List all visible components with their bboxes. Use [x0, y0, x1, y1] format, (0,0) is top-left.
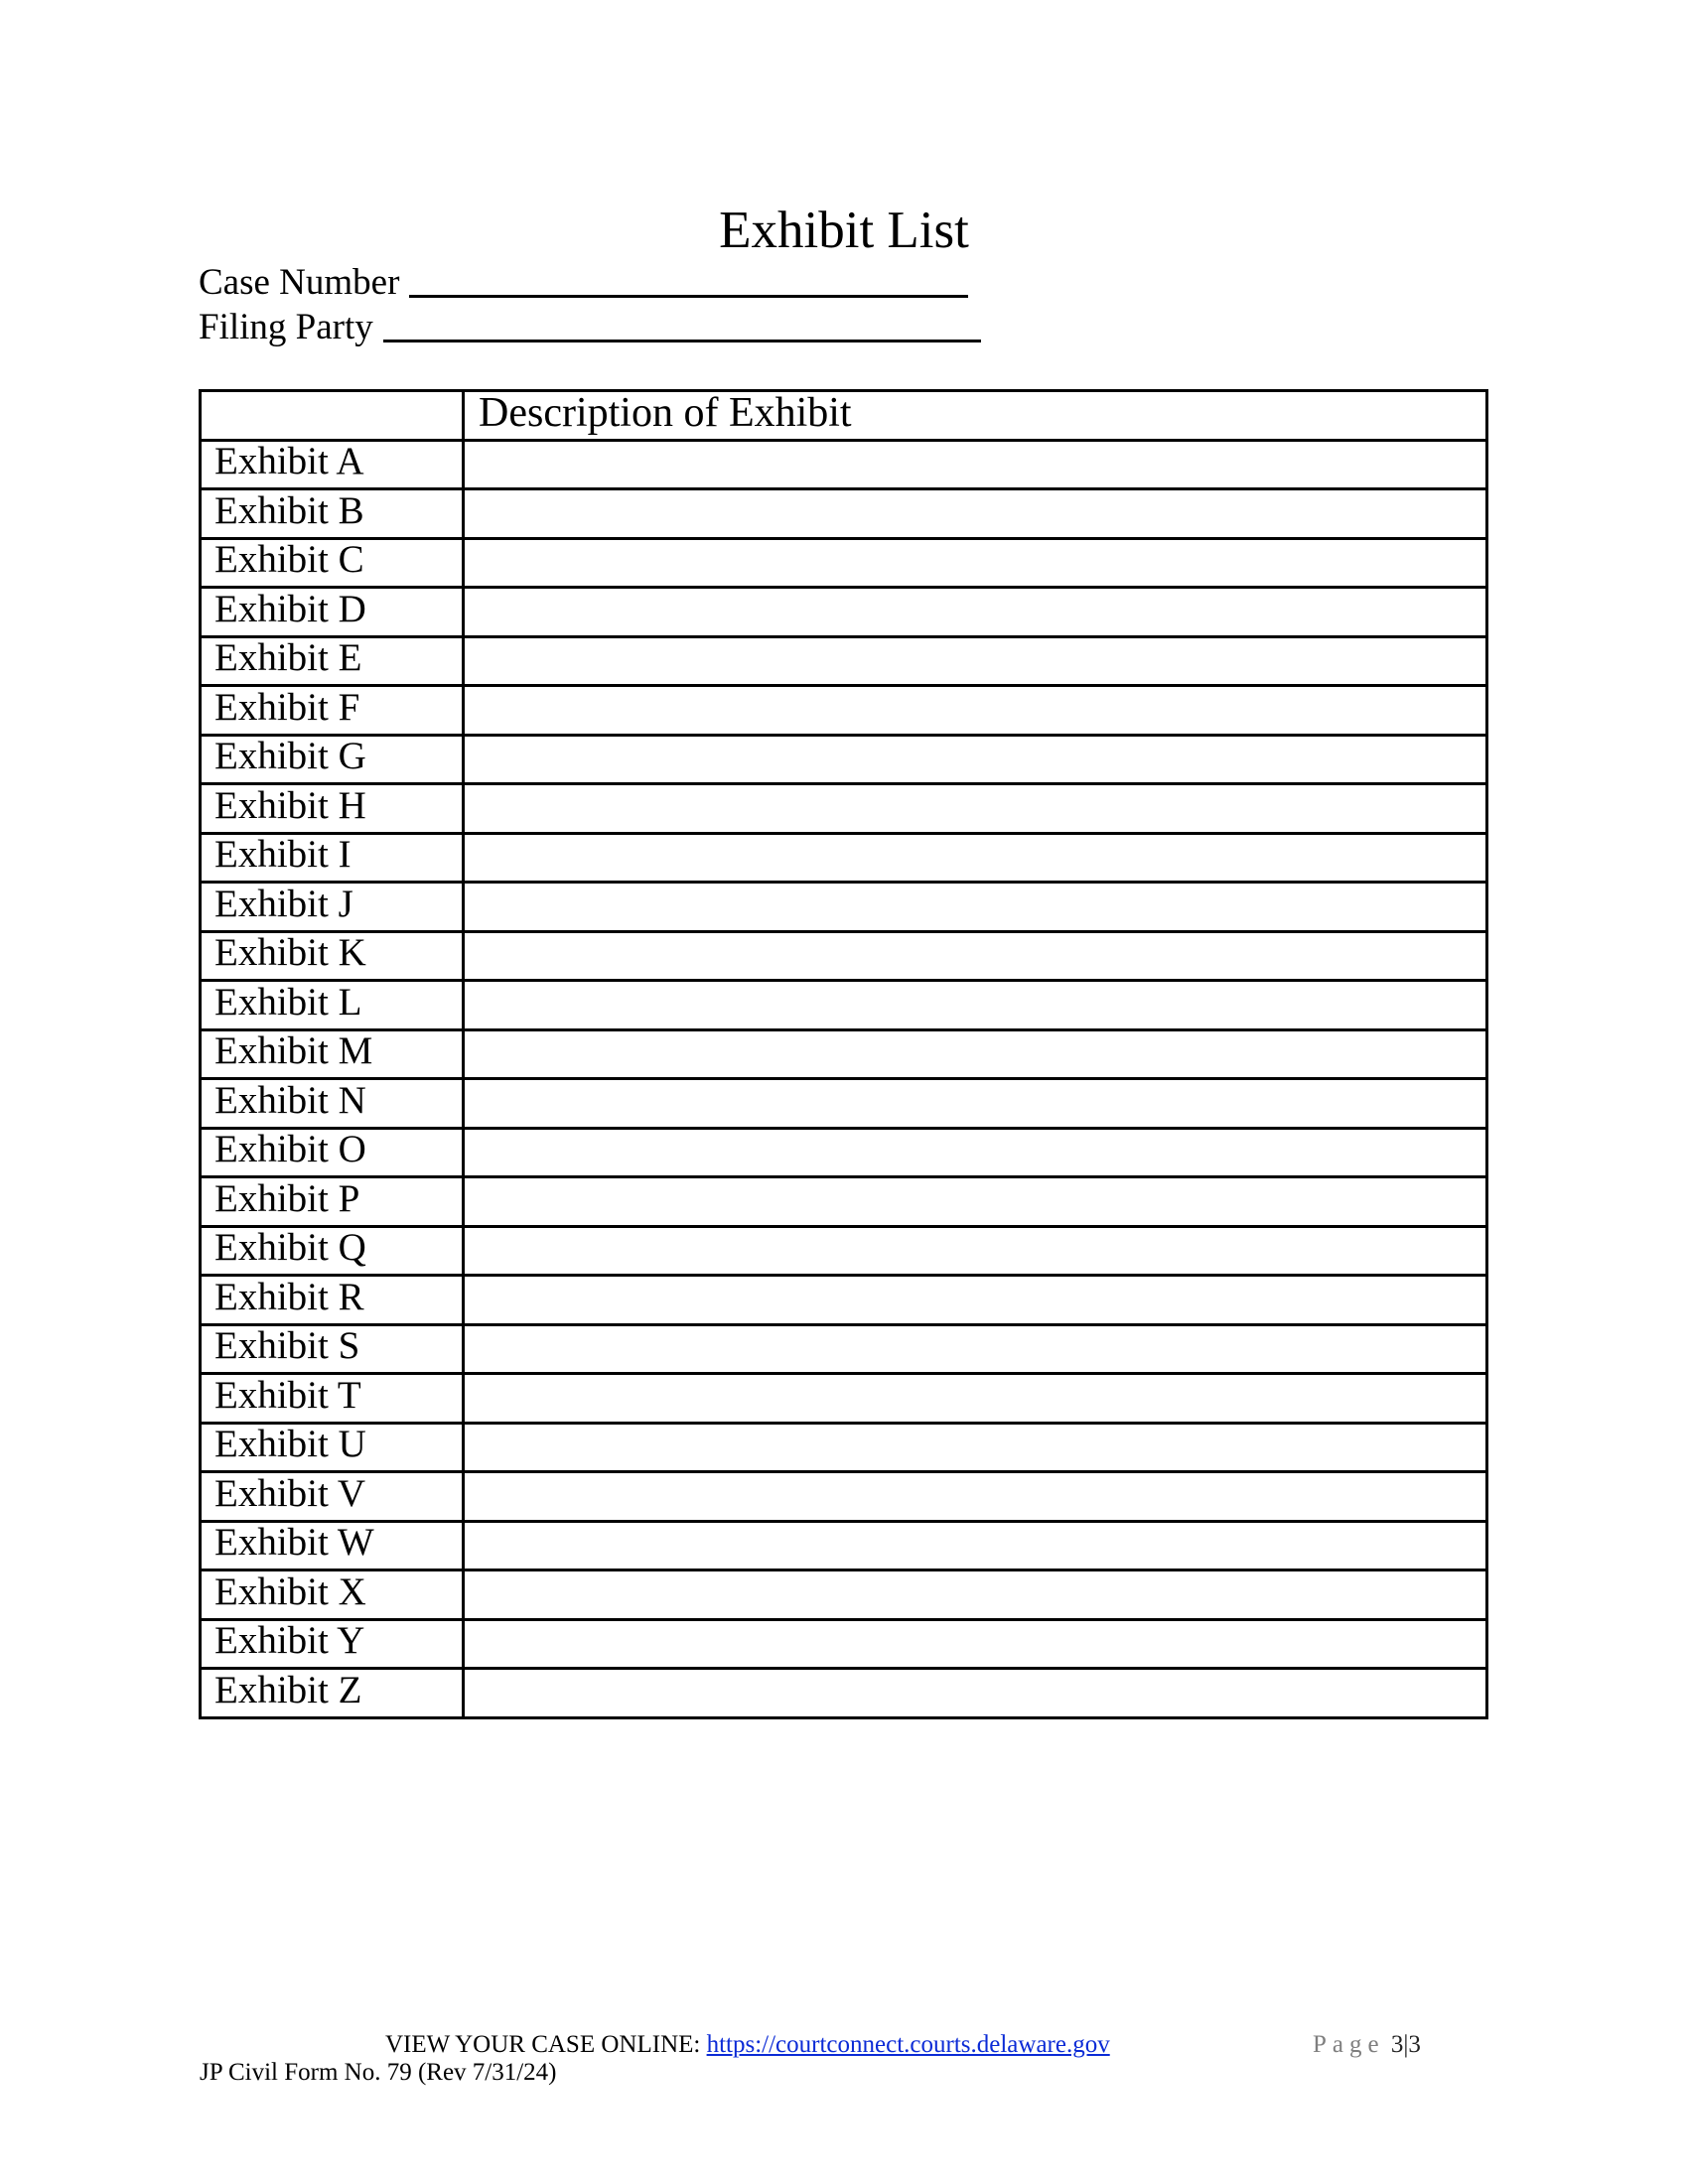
- filing-party-label: Filing Party: [199, 307, 373, 347]
- table-row: [201, 1079, 1487, 1129]
- exhibit-label-cell: Exhibit K: [201, 931, 464, 981]
- exhibit-description-cell[interactable]: [464, 784, 1487, 834]
- page-title: Exhibit List: [719, 202, 969, 259]
- header-cell-description: Description of Exhibit: [464, 391, 1487, 441]
- table-row: [201, 1374, 1487, 1424]
- table-row: [201, 1029, 1487, 1079]
- exhibit-description-cell[interactable]: [464, 735, 1487, 784]
- page-word: Page: [1313, 2031, 1385, 2058]
- exhibit-label-cell: Exhibit E: [201, 636, 464, 686]
- exhibit-label-cell: Exhibit P: [201, 1177, 464, 1227]
- exhibit-label-cell: Exhibit S: [201, 1324, 464, 1374]
- table-row: [201, 883, 1487, 932]
- exhibit-description-cell[interactable]: [464, 686, 1487, 736]
- exhibit-label-cell: Exhibit D: [201, 588, 464, 637]
- table-row: [201, 538, 1487, 588]
- exhibit-description-cell[interactable]: [464, 1472, 1487, 1522]
- table-row: [201, 636, 1487, 686]
- exhibit-label-cell: Exhibit O: [201, 1128, 464, 1177]
- exhibit-label-cell: Exhibit T: [201, 1374, 464, 1424]
- case-number-label: Case Number: [199, 262, 400, 303]
- table-row: [201, 1472, 1487, 1522]
- exhibit-label-cell: Exhibit L: [201, 981, 464, 1030]
- exhibit-label-cell: Exhibit N: [201, 1079, 464, 1129]
- exhibit-table: [199, 389, 1488, 1719]
- table-row: [201, 1324, 1487, 1374]
- exhibit-description-cell[interactable]: [464, 1374, 1487, 1424]
- exhibit-description-cell[interactable]: [464, 1226, 1487, 1276]
- table-row: [201, 1570, 1487, 1620]
- footer-online-line: [385, 2031, 1110, 2059]
- table-row: [201, 1619, 1487, 1669]
- exhibit-description-cell[interactable]: [464, 440, 1487, 489]
- table-row: [201, 1669, 1487, 1718]
- table-row: [201, 931, 1487, 981]
- table-row: [201, 833, 1487, 883]
- exhibit-description-cell[interactable]: [464, 1324, 1487, 1374]
- exhibit-label-cell: Exhibit G: [201, 735, 464, 784]
- exhibit-description-cell[interactable]: [464, 1128, 1487, 1177]
- exhibit-description-cell[interactable]: [464, 588, 1487, 637]
- page-number: 3|3: [1390, 2031, 1421, 2058]
- case-number-input-line[interactable]: [409, 295, 968, 298]
- exhibit-label-cell: Exhibit F: [201, 686, 464, 736]
- exhibit-description-cell[interactable]: [464, 1029, 1487, 1079]
- table-row: [201, 1521, 1487, 1570]
- exhibit-label-cell: Exhibit I: [201, 833, 464, 883]
- exhibit-label-cell: Exhibit B: [201, 489, 464, 539]
- exhibit-label-cell: Exhibit Q: [201, 1226, 464, 1276]
- exhibit-label-cell: Exhibit W: [201, 1521, 464, 1570]
- table-row: [201, 489, 1487, 539]
- exhibit-description-cell[interactable]: [464, 1177, 1487, 1227]
- case-number-field: [199, 262, 968, 304]
- exhibit-label-cell: Exhibit J: [201, 883, 464, 932]
- exhibit-description-cell[interactable]: [464, 489, 1487, 539]
- table-row: [201, 1423, 1487, 1472]
- exhibit-description-cell[interactable]: [464, 981, 1487, 1030]
- filing-party-input-line[interactable]: [383, 340, 981, 342]
- courtconnect-link[interactable]: https://courtconnect.courts.delaware.gov: [706, 2031, 1110, 2058]
- exhibit-description-cell[interactable]: [464, 883, 1487, 932]
- table-row: [201, 784, 1487, 834]
- exhibit-label-cell: Exhibit Z: [201, 1669, 464, 1718]
- exhibit-label-cell: Exhibit U: [201, 1423, 464, 1472]
- exhibit-description-cell[interactable]: [464, 1619, 1487, 1669]
- exhibit-description-cell[interactable]: [464, 931, 1487, 981]
- table-row: [201, 981, 1487, 1030]
- exhibit-label-cell: Exhibit M: [201, 1029, 464, 1079]
- exhibit-label-cell: Exhibit Y: [201, 1619, 464, 1669]
- exhibit-label-cell: Exhibit C: [201, 538, 464, 588]
- table-row: [201, 1177, 1487, 1227]
- footer-online-label: VIEW YOUR CASE ONLINE:: [385, 2031, 701, 2058]
- table-row: [201, 440, 1487, 489]
- exhibit-description-cell[interactable]: [464, 833, 1487, 883]
- table-row: [201, 588, 1487, 637]
- exhibit-label-cell: Exhibit A: [201, 440, 464, 489]
- table-row: [201, 686, 1487, 736]
- form-number: JP Civil Form No. 79 (Rev 7/31/24): [200, 2059, 557, 2086]
- table-row: [201, 1128, 1487, 1177]
- exhibit-description-cell[interactable]: [464, 538, 1487, 588]
- exhibit-description-cell[interactable]: [464, 636, 1487, 686]
- exhibit-label-cell: Exhibit R: [201, 1276, 464, 1325]
- table-row: [201, 1276, 1487, 1325]
- table-header-row: [201, 391, 1487, 441]
- exhibit-description-cell[interactable]: [464, 1276, 1487, 1325]
- exhibit-description-cell[interactable]: [464, 1669, 1487, 1718]
- table-row: [201, 735, 1487, 784]
- exhibit-description-cell[interactable]: [464, 1079, 1487, 1129]
- exhibit-description-cell[interactable]: [464, 1423, 1487, 1472]
- header-cell-empty: [201, 391, 464, 441]
- exhibit-label-cell: Exhibit H: [201, 784, 464, 834]
- exhibit-description-cell[interactable]: [464, 1570, 1487, 1620]
- exhibit-description-cell[interactable]: [464, 1521, 1487, 1570]
- filing-party-field: [199, 307, 981, 348]
- exhibit-label-cell: Exhibit X: [201, 1570, 464, 1620]
- exhibit-label-cell: Exhibit V: [201, 1472, 464, 1522]
- page-indicator: [1313, 2031, 1421, 2059]
- table-row: [201, 1226, 1487, 1276]
